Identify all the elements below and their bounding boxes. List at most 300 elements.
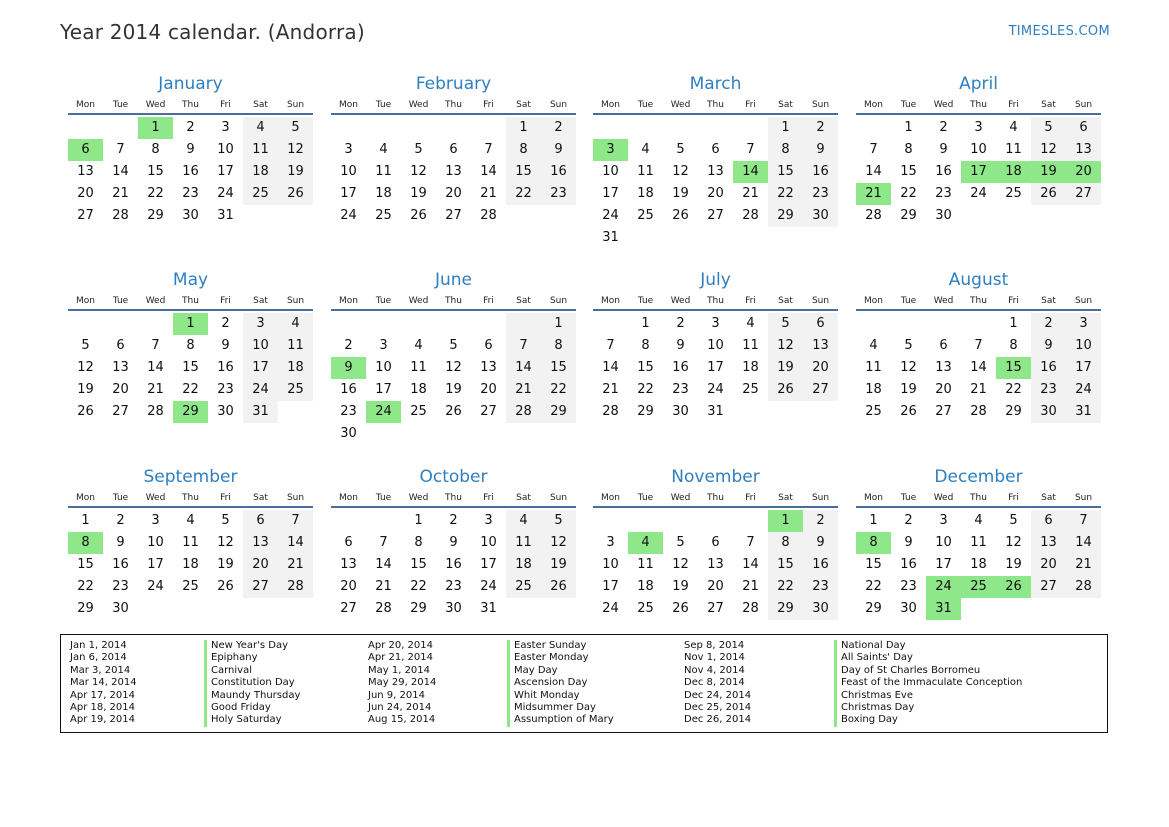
day-cell: 8 [151, 142, 160, 157]
empty-cell [628, 510, 663, 532]
month-name: February [415, 74, 492, 94]
day-cell: 12 [672, 557, 689, 572]
empty-cell [471, 117, 506, 139]
holiday-day-cell: 29 [173, 401, 208, 423]
month-name: May [172, 270, 209, 290]
empty-cell [331, 117, 366, 139]
weekday-header-row [68, 491, 313, 508]
day-cell: 3 [484, 513, 493, 528]
month-name: June [434, 270, 473, 290]
weekday-header: Tue [637, 493, 654, 503]
day-cell: 27 [707, 208, 724, 223]
empty-cell [278, 205, 313, 227]
day-cell: 13 [480, 360, 497, 375]
empty-cell [436, 117, 471, 139]
day-cell: 8 [768, 532, 803, 554]
day-grid [331, 510, 576, 620]
empty-cell [961, 598, 996, 620]
day-cell: 8 [541, 335, 576, 357]
weekday-header: Fri [220, 100, 231, 110]
empty-cell [471, 313, 506, 335]
day-cell: 9 [676, 338, 685, 353]
day-grid [593, 117, 838, 249]
empty-cell [541, 598, 576, 620]
day-cell: 8 [186, 338, 195, 353]
day-cell: 5 [81, 338, 90, 353]
day-grid [593, 313, 838, 423]
weekday-header-row [856, 491, 1101, 508]
day-cell: 21 [742, 579, 759, 594]
day-cell: 10 [935, 535, 952, 550]
day-cell: 22 [865, 579, 882, 594]
day-grid [331, 313, 576, 445]
month-february [331, 73, 576, 227]
day-cell: 8 [1009, 338, 1018, 353]
weekday-header: Fri [483, 100, 494, 110]
day-cell: 13 [243, 532, 278, 554]
holiday-date: Mar 3, 2014 [70, 664, 131, 676]
weekday-header: Sat [253, 296, 268, 306]
empty-cell [768, 401, 803, 423]
day-cell: 19 [77, 382, 94, 397]
empty-cell [506, 423, 541, 445]
day-cell: 20 [243, 554, 278, 576]
empty-cell [138, 313, 173, 335]
day-cell: 18 [243, 161, 278, 183]
day-cell: 21 [970, 382, 987, 397]
day-cell: 27 [1031, 576, 1066, 598]
day-cell: 7 [1066, 510, 1101, 532]
day-cell: 26 [278, 183, 313, 205]
weekday-header: Tue [900, 296, 917, 306]
day-cell: 9 [1031, 335, 1066, 357]
day-cell: 28 [742, 208, 759, 223]
day-cell: 17 [375, 382, 392, 397]
weekday-header: Sat [516, 100, 531, 110]
day-cell: 23 [112, 579, 129, 594]
empty-cell [593, 313, 628, 335]
weekday-header: Wed [670, 100, 691, 110]
day-cell: 13 [112, 360, 129, 375]
empty-cell [961, 313, 996, 335]
holiday-name: National Day [834, 640, 906, 652]
empty-cell [803, 401, 838, 423]
day-cell: 25 [742, 382, 759, 397]
day-cell: 1 [81, 513, 90, 528]
holiday-name: Assumption of Mary [507, 714, 614, 726]
day-cell: 26 [410, 208, 427, 223]
holiday-date: Dec 25, 2014 [684, 702, 752, 713]
empty-cell [698, 510, 733, 532]
day-cell: 26 [768, 379, 803, 401]
day-grid [856, 117, 1101, 227]
month-name: December [934, 467, 1023, 487]
day-cell: 18 [742, 360, 759, 375]
weekday-header-row [331, 98, 576, 115]
day-cell: 14 [506, 357, 541, 379]
weekday-header: Sat [253, 100, 268, 110]
day-cell: 16 [445, 557, 462, 572]
empty-cell [1031, 598, 1066, 620]
day-cell: 29 [900, 208, 917, 223]
weekday-header-row [856, 294, 1101, 311]
holiday-day-cell: 24 [366, 401, 401, 423]
empty-cell [366, 423, 401, 445]
day-cell: 26 [1031, 183, 1066, 205]
day-cell: 10 [602, 164, 619, 179]
day-cell: 13 [1031, 532, 1066, 554]
day-cell: 6 [939, 338, 948, 353]
day-cell: 18 [637, 579, 654, 594]
holiday-name: May Day [507, 665, 558, 677]
weekday-header: Mon [76, 100, 95, 110]
day-cell: 11 [637, 557, 654, 572]
day-cell: 28 [865, 208, 882, 223]
weekday-header: Sun [549, 100, 568, 110]
day-cell: 16 [112, 557, 129, 572]
holiday-date: Jan 6, 2014 [70, 652, 127, 664]
day-cell: 4 [278, 313, 313, 335]
day-cell: 7 [484, 142, 493, 157]
holiday-date: Dec 26, 2014 [684, 714, 752, 726]
weekday-header: Thu [970, 493, 987, 503]
day-cell: 20 [112, 382, 129, 397]
day-cell: 7 [974, 338, 983, 353]
day-cell: 10 [970, 142, 987, 157]
day-cell: 30 [445, 601, 462, 616]
day-cell: 24 [147, 579, 164, 594]
empty-cell [243, 205, 278, 227]
day-cell: 6 [711, 535, 720, 550]
empty-cell [996, 205, 1031, 227]
day-cell: 1 [869, 513, 878, 528]
day-cell: 1 [541, 313, 576, 335]
day-cell: 19 [1005, 557, 1022, 572]
day-cell: 10 [217, 142, 234, 157]
weekday-header: Fri [483, 493, 494, 503]
empty-cell [68, 117, 103, 139]
day-cell: 3 [974, 120, 983, 135]
day-cell: 8 [414, 535, 423, 550]
weekday-header: Sun [811, 296, 830, 306]
day-cell: 15 [541, 357, 576, 379]
day-cell: 15 [410, 557, 427, 572]
day-cell: 14 [278, 532, 313, 554]
day-cell: 28 [742, 601, 759, 616]
empty-cell [698, 117, 733, 139]
day-cell: 9 [221, 338, 230, 353]
holiday-name: Good Friday [204, 702, 271, 714]
page-title: Year 2014 calendar. (Andorra) [60, 20, 365, 44]
day-cell: 16 [217, 360, 234, 375]
day-cell: 26 [445, 404, 462, 419]
day-cell: 2 [676, 316, 685, 331]
day-cell: 23 [1031, 379, 1066, 401]
day-cell: 15 [182, 360, 199, 375]
day-cell: 16 [803, 161, 838, 183]
day-cell: 23 [217, 382, 234, 397]
weekday-header: Mon [76, 296, 95, 306]
holiday-name: Day of St Charles Borromeu [834, 665, 980, 677]
empty-cell [856, 313, 891, 335]
day-cell: 22 [77, 579, 94, 594]
day-cell: 20 [935, 382, 952, 397]
weekday-header: Mon [601, 493, 620, 503]
holiday-name: Ascension Day [507, 677, 587, 689]
day-cell: 20 [340, 579, 357, 594]
day-cell: 15 [768, 161, 803, 183]
day-cell: 4 [506, 510, 541, 532]
holiday-day-cell: 19 [1031, 161, 1066, 183]
day-cell: 2 [803, 510, 838, 532]
empty-cell [628, 227, 663, 249]
day-cell: 15 [77, 557, 94, 572]
day-cell: 5 [414, 142, 423, 157]
day-cell: 18 [410, 382, 427, 397]
holiday-day-cell: 24 [926, 576, 961, 598]
day-cell: 25 [637, 208, 654, 223]
holiday-name: New Year's Day [204, 640, 288, 652]
day-cell: 9 [939, 142, 948, 157]
weekday-header: Fri [1008, 296, 1019, 306]
day-grid [68, 510, 313, 620]
day-cell: 2 [186, 120, 195, 135]
day-cell: 13 [1066, 139, 1101, 161]
day-cell: 3 [939, 513, 948, 528]
month-name: January [158, 74, 223, 94]
brand-link[interactable]: TIMESLES.COM [1008, 24, 1110, 39]
empty-cell [541, 423, 576, 445]
day-cell: 29 [768, 205, 803, 227]
holiday-date: Apr 20, 2014 [368, 640, 434, 651]
day-cell: 17 [602, 186, 619, 201]
day-cell: 17 [602, 579, 619, 594]
weekday-header: Sat [516, 296, 531, 306]
holiday-name: Maundy Thursday [204, 690, 300, 702]
empty-cell [733, 227, 768, 249]
weekday-header: Sun [811, 100, 830, 110]
holiday-day-cell: 17 [961, 161, 996, 183]
weekday-header-row [331, 491, 576, 508]
day-cell: 19 [768, 357, 803, 379]
day-cell: 15 [147, 164, 164, 179]
day-cell: 30 [935, 208, 952, 223]
day-cell: 1 [506, 117, 541, 139]
day-cell: 20 [445, 186, 462, 201]
day-cell: 10 [147, 535, 164, 550]
day-cell: 11 [970, 535, 987, 550]
weekday-header: Sun [1074, 493, 1093, 503]
day-cell: 17 [243, 357, 278, 379]
empty-cell [663, 510, 698, 532]
day-cell: 10 [707, 338, 724, 353]
weekday-header: Thu [182, 493, 199, 503]
day-cell: 7 [506, 335, 541, 357]
holiday-name: Carnival [204, 665, 252, 677]
weekday-header: Wed [145, 493, 166, 503]
empty-cell [401, 313, 436, 335]
holiday-day-cell: 8 [68, 532, 103, 554]
day-cell: 25 [375, 208, 392, 223]
holiday-day-cell: 1 [173, 313, 208, 335]
weekday-header: Mon [601, 296, 620, 306]
day-cell: 25 [243, 183, 278, 205]
weekday-header-row [593, 491, 838, 508]
day-cell: 6 [449, 142, 458, 157]
day-cell: 30 [803, 598, 838, 620]
weekday-header: Wed [933, 493, 954, 503]
weekday-header: Sun [1074, 100, 1093, 110]
day-cell: 3 [1066, 313, 1101, 335]
day-cell: 4 [1009, 120, 1018, 135]
weekday-header: Sat [1041, 493, 1056, 503]
day-cell: 3 [243, 313, 278, 335]
day-cell: 14 [375, 557, 392, 572]
holiday-legend [60, 634, 1108, 733]
day-cell: 30 [803, 205, 838, 227]
day-cell: 4 [186, 513, 195, 528]
day-cell: 23 [935, 186, 952, 201]
empty-cell [926, 313, 961, 335]
day-cell: 11 [742, 338, 759, 353]
day-cell: 9 [116, 535, 125, 550]
day-cell: 11 [278, 335, 313, 357]
day-cell: 13 [707, 557, 724, 572]
day-cell: 11 [375, 164, 392, 179]
holiday-date: Apr 17, 2014 [70, 689, 136, 701]
day-cell: 19 [278, 161, 313, 183]
weekday-header: Fri [745, 493, 756, 503]
day-cell: 27 [112, 404, 129, 419]
weekday-header: Thu [707, 296, 724, 306]
weekday-header: Thu [707, 100, 724, 110]
day-cell: 31 [602, 230, 619, 245]
empty-cell [733, 117, 768, 139]
weekday-header: Sat [1041, 100, 1056, 110]
weekday-header: Mon [864, 100, 883, 110]
day-cell: 21 [742, 186, 759, 201]
day-cell: 2 [541, 117, 576, 139]
day-cell: 18 [970, 557, 987, 572]
day-cell: 29 [637, 404, 654, 419]
day-cell: 4 [746, 316, 755, 331]
holiday-day-cell: 3 [593, 139, 628, 161]
day-cell: 18 [182, 557, 199, 572]
empty-cell [436, 423, 471, 445]
day-cell: 14 [602, 360, 619, 375]
weekday-header: Tue [375, 100, 392, 110]
day-cell: 21 [278, 554, 313, 576]
day-cell: 21 [480, 186, 497, 201]
day-cell: 6 [344, 535, 353, 550]
day-cell: 10 [602, 557, 619, 572]
weekday-header: Fri [220, 296, 231, 306]
empty-cell [1066, 205, 1101, 227]
day-cell: 3 [711, 316, 720, 331]
day-cell: 26 [217, 579, 234, 594]
day-cell: 7 [116, 142, 125, 157]
empty-cell [1031, 205, 1066, 227]
weekday-header: Fri [220, 493, 231, 503]
day-cell: 14 [865, 164, 882, 179]
day-cell: 18 [278, 357, 313, 379]
empty-cell [733, 401, 768, 423]
weekday-header: Mon [339, 493, 358, 503]
holiday-day-cell: 31 [926, 598, 961, 620]
weekday-header: Fri [483, 296, 494, 306]
day-cell: 24 [217, 186, 234, 201]
empty-cell [856, 117, 891, 139]
holiday-date: Apr 19, 2014 [70, 714, 136, 726]
day-cell: 25 [506, 576, 541, 598]
weekday-header-row [68, 294, 313, 311]
day-cell: 20 [480, 382, 497, 397]
weekday-header: Sun [286, 100, 305, 110]
empty-cell [278, 598, 313, 620]
day-cell: 25 [865, 404, 882, 419]
month-name: April [959, 74, 998, 94]
day-cell: 13 [935, 360, 952, 375]
month-june [331, 269, 576, 445]
day-cell: 12 [768, 335, 803, 357]
day-cell: 13 [445, 164, 462, 179]
day-cell: 28 [480, 208, 497, 223]
day-cell: 22 [147, 186, 164, 201]
day-cell: 12 [278, 139, 313, 161]
day-cell: 5 [676, 535, 685, 550]
day-cell: 12 [1005, 535, 1022, 550]
empty-cell [103, 313, 138, 335]
day-grid [331, 117, 576, 227]
day-cell: 4 [869, 338, 878, 353]
day-cell: 13 [77, 164, 94, 179]
day-cell: 29 [410, 601, 427, 616]
day-cell: 24 [602, 601, 619, 616]
day-cell: 18 [637, 186, 654, 201]
day-cell: 2 [344, 338, 353, 353]
weekday-header: Sat [1041, 296, 1056, 306]
day-cell: 10 [480, 535, 497, 550]
empty-cell [663, 117, 698, 139]
weekday-header: Thu [182, 296, 199, 306]
weekday-header: Sun [286, 296, 305, 306]
weekday-header: Thu [970, 100, 987, 110]
weekday-header: Wed [933, 100, 954, 110]
day-cell: 7 [606, 338, 615, 353]
weekday-header: Sat [778, 493, 793, 503]
holiday-date: Apr 18, 2014 [70, 702, 136, 713]
empty-cell [593, 510, 628, 532]
day-cell: 28 [112, 208, 129, 223]
day-cell: 16 [935, 164, 952, 179]
day-cell: 7 [869, 142, 878, 157]
day-cell: 1 [904, 120, 913, 135]
month-july [593, 269, 838, 423]
day-cell: 9 [803, 532, 838, 554]
empty-cell [278, 401, 313, 423]
day-cell: 17 [480, 557, 497, 572]
day-cell: 19 [900, 382, 917, 397]
empty-cell [401, 423, 436, 445]
empty-cell [68, 313, 103, 335]
day-cell: 25 [278, 379, 313, 401]
weekday-header: Wed [145, 100, 166, 110]
holiday-date: Dec 24, 2014 [684, 689, 752, 701]
day-cell: 26 [672, 208, 689, 223]
day-cell: 27 [340, 601, 357, 616]
weekday-header: Thu [445, 493, 462, 503]
day-cell: 19 [445, 382, 462, 397]
